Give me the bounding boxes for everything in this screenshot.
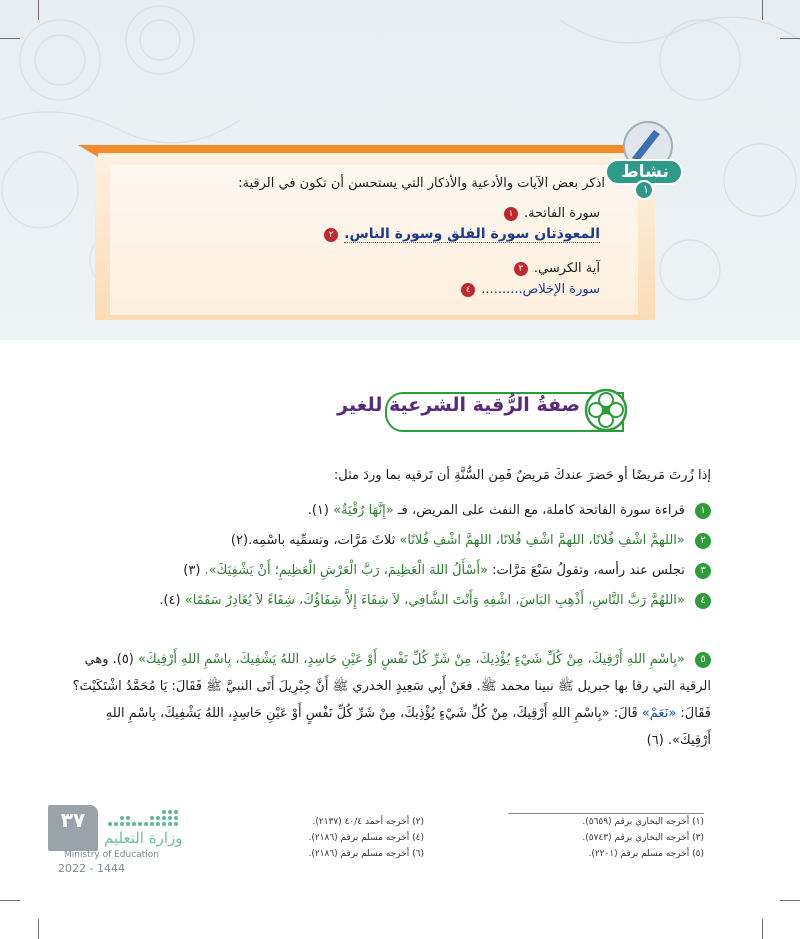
crop-mark	[0, 900, 20, 901]
page-number: ٣٧	[60, 808, 86, 832]
crop-mark	[780, 900, 800, 901]
crop-mark	[38, 919, 39, 939]
activity-item	[461, 282, 600, 297]
ministry-logo-icon	[104, 808, 184, 830]
crop-mark	[38, 0, 39, 20]
activity-prompt: اذكر بعض الآيات والأدعية والأذكار التي يستحسن أن تكون في الرقية:	[238, 176, 605, 191]
crop-mark	[780, 38, 800, 39]
list-item-text: قراءة سورة الفاتحة كاملة، مع النفث على المريض، فـ	[393, 503, 685, 518]
footnote-divider	[508, 813, 704, 814]
activity-badge-word: نشاط	[621, 162, 669, 182]
list-item-number: ٤	[695, 593, 711, 609]
footnote-ref: (٢)	[230, 533, 249, 548]
activity-item-answer: المعوذتان سورة الفلق وسورة الناس.	[344, 226, 600, 242]
list-item	[71, 557, 711, 584]
list-item-number: ٥	[695, 652, 711, 668]
list-item-text: قَالَ: «بِاسْمِ اللهِ أَرْقِيكَ، مِنْ كُلِّ شَيْءٍ يُؤْذِيكَ، مِنْ شَرِّ كُلِّ نَفْسٍ أَوْ عَيْنِ حَاسِدٍ، اللهُ يَشْفِيكَ، بِاسْمِ اللهِ أَرْقِيكَ». (٦)	[105, 706, 711, 748]
activity-item-number: ٣	[514, 262, 528, 276]
hadith-quote: «اللهمَّ اشْفِ فُلانًا، اللهمَّ اشْفِ فُلانًا، اللهمَّ اشْفِ فُلانًا»	[399, 533, 685, 548]
activity-corner	[78, 145, 98, 157]
footnote: (٣) أخرجه البخاري برقم (٥٧٤٣).	[582, 833, 704, 843]
footnote: (٥) أخرجه مسلم برقم (٢٢٠١).	[588, 849, 704, 859]
list-item-text: (٥). وهي الرقية التي رقا بها جبريل ﷺ نبينا محمد ﷺ. فعَنْ أَبِي سَعِيدٍ الخدري ﷺ أَنَّ جِبْرِيلَ أَتَى النبيَّ ﷺ فَقَالَ: يَا مُحَمَّدُ اشْتَكَيْتَ؟ فَقَالَ:	[72, 652, 711, 721]
activity-item-text: سورة الفاتحة.	[523, 206, 600, 221]
hadith-quote: «أَسْأَلُ اللهَ الْعَظِيمَ، رَبَّ الْعَرْشِ الْعَظِيمِ؛ أَنْ يَشْفِيَكَ».	[204, 563, 488, 578]
activity-badge-number: ١	[643, 183, 649, 196]
list-item	[71, 527, 711, 554]
footnote-ref: (١).	[307, 503, 334, 518]
activity-item-text: آية الكرسي.	[533, 261, 600, 276]
crop-mark	[762, 0, 763, 20]
flower-icon	[583, 387, 629, 433]
hadith-quote: «بِاسْمِ اللهِ أَرْقِيكَ، مِنْ كُلِّ شَيْءٍ يُؤْذِيكَ، مِنْ شَرِّ كُلِّ نَفْسٍ أَوْ عَيْنِ حَاسِدٍ، اللهُ يَشْفِيكَ، بِاسْمِ اللهِ أَرْقِيكَ»	[138, 652, 685, 667]
list-item	[71, 587, 711, 614]
list-item-number: ٢	[695, 533, 711, 549]
answer-word: «نَعَمْ»	[641, 706, 677, 721]
activity-item-number: ٢	[324, 228, 338, 242]
activity-item-answer: سورة الإخلاص..........	[481, 282, 600, 297]
footnote: (٦) أخرجه مسلم برقم (٢١٨٦).	[308, 849, 424, 859]
footnote-ref: (٤).	[159, 593, 185, 608]
activity-item-number: ١	[504, 207, 518, 221]
list-item	[71, 646, 711, 754]
ministry-name-en: Ministry of Education	[64, 850, 159, 860]
list-item-text: تجلس عند رأسه، وتقولُ سَبْعَ مَرَّات:	[487, 563, 685, 578]
activity-item	[324, 226, 600, 243]
activity-item-number: ٤	[461, 283, 475, 297]
crop-mark	[762, 919, 763, 939]
intro-text: إذا زُرتَ مَريضًا أو حَضرَ عندكَ مَريضٌ فَمِن السُّنَّةِ أن تَرقيه بما وردَ مثل:	[333, 468, 711, 483]
section-title: صفةُ الرُّقية الشرعية للغير	[337, 394, 580, 416]
activity-item	[504, 206, 600, 221]
activity-top-bar	[95, 145, 655, 153]
footnote: (٤) أخرجه مسلم برقم (٢١٨٦).	[308, 833, 424, 843]
hadith-quote: «اللهُمَّ رَبَّ النَّاسِ، أَذْهِبِ البَاسَ، اشْفِهِ وَأَنْتَ الشَّافِي، لاَ شِفَاءَ إِلاَّ شِفَاؤُكَ، شِفَاءً لاَ يُغَادِرُ سَقَمًا»	[184, 593, 685, 608]
hadith-quote: «إِنَّهَا رُقْيَةٌ»	[333, 503, 394, 518]
footnote: (١) أخرجه البخاري برقم (٥٦٥٩).	[582, 817, 704, 827]
list-item	[71, 497, 711, 524]
year-label: 2022 - 1444	[58, 862, 125, 875]
list-item-number: ٣	[695, 563, 711, 579]
activity-item	[514, 261, 600, 276]
footnote: (٢) أخرجه أحمد ٤٠/٤ (٢١٣٧).	[312, 817, 424, 827]
list-item-text: ثلاثَ مَرَّات، وتسمِّيه باسْمِه.	[248, 533, 400, 548]
crop-mark	[0, 38, 20, 39]
ministry-name-ar: وزارة التعليم	[104, 829, 183, 847]
footnote-ref: (٣)	[183, 563, 205, 578]
list-item-number: ١	[695, 503, 711, 519]
